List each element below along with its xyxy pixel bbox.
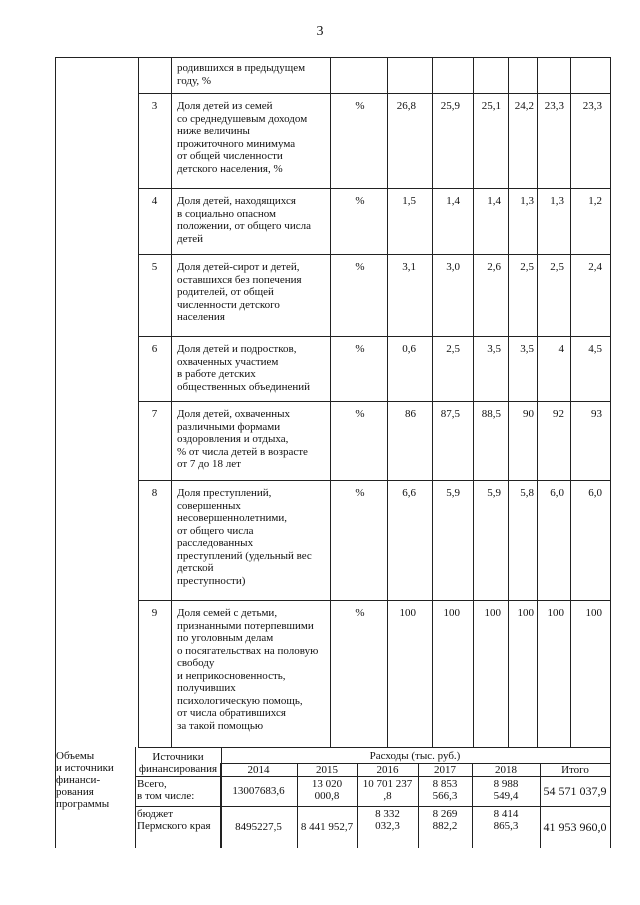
value-cell: 1,4 (446, 195, 460, 207)
row-border (138, 254, 610, 255)
value-cell: 2,6 (487, 261, 501, 273)
indicator-name: Доля семей с детьми, признанными потерпевшими по уголовным делам о посягательствах на половую свободу и неприкосновенность, получивших психологическую помощь, от числа обратившихся за такой помощью (177, 607, 319, 732)
indicator-name: Доля детей, охваченных различными формами оздоровления и отдыха, % от числа детей в возрасте от 7 до 18 лет (177, 408, 308, 470)
column-border (570, 57, 571, 747)
value-cell: 25,9 (440, 100, 460, 112)
year-header: 2015 (316, 764, 338, 776)
row-border (138, 600, 610, 601)
value-cell: 3,5 (520, 343, 534, 355)
column-border (610, 57, 611, 747)
value-cell: 5,9 (487, 487, 501, 499)
value-cell: 23,3 (582, 100, 602, 112)
row-number: 6 (151, 343, 158, 355)
column-border (537, 57, 538, 747)
value-cell: 100 (585, 607, 602, 619)
funding-value: 13 020 000,8 (311, 778, 343, 802)
row-border (138, 336, 610, 337)
value-cell: 88,5 (481, 408, 501, 420)
value-cell: 6,6 (402, 487, 416, 499)
row-border (138, 480, 610, 481)
indicator-name: Доля детей-сирот и детей, оставшихся без попечения родителей, от общей численности детского населения (177, 261, 302, 323)
value-cell: 4 (558, 343, 564, 355)
value-cell: 100 (399, 607, 416, 619)
value-cell: 0,6 (402, 343, 416, 355)
funding-source: Всего, в том числе: (137, 778, 195, 802)
year-header: 2014 (247, 764, 270, 776)
row-border (55, 57, 138, 58)
unit-cell: % (355, 343, 365, 355)
value-cell: 100 (517, 607, 534, 619)
value-cell: 93 (591, 408, 602, 420)
indicator-name: Доля детей из семей со среднедушевым доходом ниже величины прожиточного минимума от общей численности детского населения, % (177, 100, 308, 175)
funding-value: 8 269 882,2 (432, 808, 458, 832)
column-border (610, 747, 611, 848)
column-border (171, 57, 172, 747)
row-number: 3 (151, 100, 158, 112)
year-header: 2016 (376, 764, 399, 776)
column-border (330, 57, 331, 747)
value-cell: 1,3 (550, 195, 564, 207)
indicator-name: Доля детей, находящихся в социально опасном положении, от общего числа детей (177, 195, 311, 245)
row-border (138, 57, 610, 58)
value-cell: 23,3 (544, 100, 564, 112)
value-cell: 1,4 (487, 195, 501, 207)
year-header: 2018 (495, 764, 517, 776)
funding-source: бюджет Пермского края (137, 808, 211, 832)
value-cell: 24,2 (514, 100, 534, 112)
value-cell: 100 (443, 607, 460, 619)
unit-cell: % (355, 408, 365, 420)
row-border (135, 806, 610, 807)
value-cell: 90 (523, 408, 534, 420)
value-cell: 1,2 (588, 195, 602, 207)
funding-value: 8 414 865,3 (493, 808, 519, 832)
value-cell: 5,9 (446, 487, 460, 499)
unit-cell: % (355, 100, 365, 112)
value-cell: 25,1 (481, 100, 501, 112)
funding-total: 41 953 960,0 (543, 820, 607, 834)
expenses-header: Расходы (тыс. руб.) (369, 750, 461, 762)
unit-cell: % (355, 487, 365, 499)
value-cell: 2,4 (588, 261, 602, 273)
row-number: 5 (151, 261, 158, 273)
value-cell: 100 (547, 607, 564, 619)
page-number: 3 (316, 24, 324, 39)
row-number: 9 (151, 607, 158, 619)
value-cell: 1,5 (402, 195, 416, 207)
value-cell: 26,8 (396, 100, 416, 112)
column-border (508, 57, 509, 747)
indicator-name: родившихся в предыдущем году, % (177, 62, 306, 87)
funding-value: 8 441 952,7 (300, 821, 354, 833)
funding-value: 8 332 032,3 (375, 808, 400, 832)
value-cell: 3,0 (446, 261, 460, 273)
value-cell: 3,5 (487, 343, 501, 355)
column-border (55, 57, 56, 747)
value-cell: 87,5 (440, 408, 460, 420)
column-border (387, 57, 388, 747)
row-border (138, 93, 610, 94)
column-border (473, 57, 474, 747)
sources-header: Источники финансирования (138, 751, 218, 775)
row-number: 8 (151, 487, 158, 499)
funding-value: 10 701 237 ,8 (362, 778, 413, 802)
value-cell: 86 (405, 408, 416, 420)
indicator-name: Доля преступлений, совершенных несовершеннолетними, от общего числа расследованных преступлений (удельный вес детской преступности) (177, 487, 312, 587)
value-cell: 5,8 (520, 487, 534, 499)
value-cell: 2,5 (446, 343, 460, 355)
value-cell: 1,3 (520, 195, 534, 207)
row-border (138, 188, 610, 189)
total-header: Итого (561, 764, 589, 776)
row-number: 7 (151, 408, 158, 420)
funding-value: 8 988 549,4 (493, 778, 519, 802)
year-header: 2017 (434, 764, 456, 776)
row-border (138, 401, 610, 402)
unit-cell: % (355, 607, 365, 619)
funding-section-label: Объемы и источники финанси- рования программы (56, 750, 114, 810)
funding-value: 8 853 566,3 (432, 778, 458, 802)
indicator-name: Доля детей и подростков, охваченных участием в работе детских общественных объединений (177, 343, 310, 393)
value-cell: 3,1 (402, 261, 416, 273)
value-cell: 6,0 (588, 487, 602, 499)
column-border (432, 57, 433, 747)
value-cell: 2,5 (520, 261, 534, 273)
value-cell: 100 (484, 607, 501, 619)
column-border (138, 57, 139, 747)
funding-total: 54 571 037,9 (543, 784, 607, 798)
value-cell: 2,5 (550, 261, 564, 273)
funding-value: 13007683,6 (232, 785, 285, 797)
unit-cell: % (355, 195, 365, 207)
row-number: 4 (151, 195, 158, 207)
funding-value: 8495227,5 (235, 821, 282, 833)
unit-cell: % (355, 261, 365, 273)
value-cell: 4,5 (588, 343, 602, 355)
row-border (138, 747, 610, 748)
value-cell: 92 (553, 408, 564, 420)
value-cell: 6,0 (550, 487, 564, 499)
